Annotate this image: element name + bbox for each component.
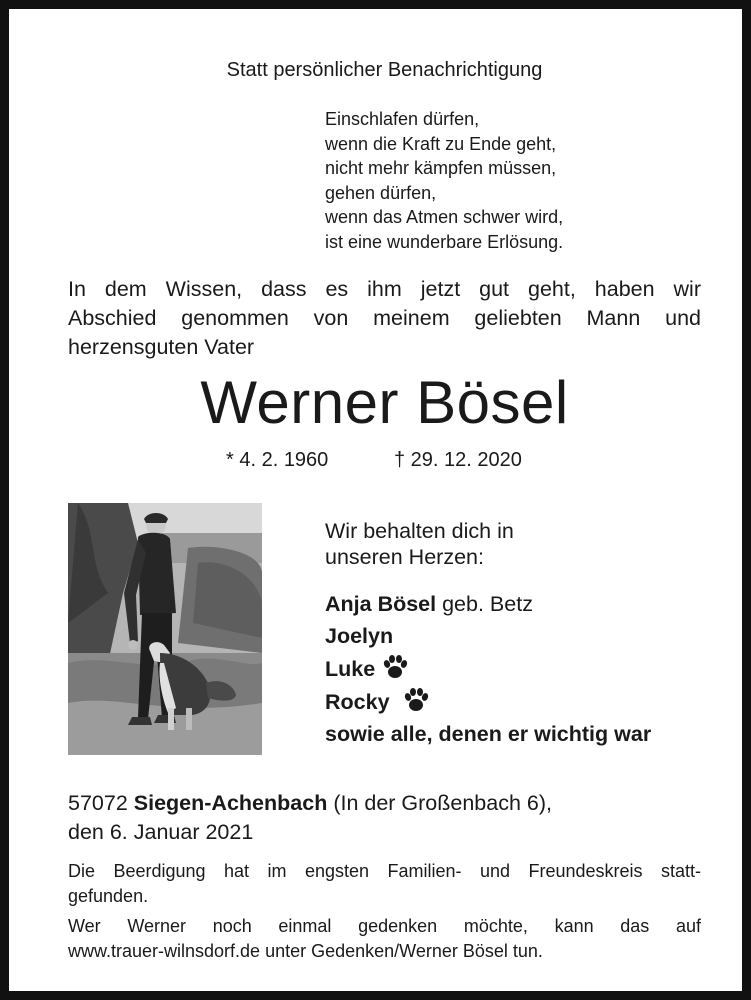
poem-line: ist eine wunderbare Erlösung.: [325, 231, 564, 252]
poem-line: nicht mehr kämpfen müssen,: [325, 158, 557, 178]
family-member: [325, 686, 430, 722]
postal-code: 57072: [68, 791, 128, 815]
birth-date: * 4. 2. 1960: [226, 449, 329, 471]
memorial-note: [68, 914, 701, 963]
paw-print-icon: [381, 653, 409, 689]
city: Siegen-Achenbach: [133, 791, 328, 815]
address-block: [68, 789, 552, 847]
family-member: [325, 589, 533, 619]
member-name: Luke: [325, 657, 376, 681]
member-name: Rocky: [325, 690, 390, 714]
family-member: [325, 653, 409, 689]
intro-line: Statt persönlicher Benachrichtigung: [226, 59, 543, 81]
memorial-note-line: www.trauer-wilnsdorf.de unter Gedenken/Werner Bösel tun.: [68, 940, 543, 961]
funeral-note-line: gefunden.: [68, 885, 149, 906]
announcement-line: herzensguten Vater: [68, 335, 255, 359]
address-line: [68, 789, 552, 818]
member-name: Joelyn: [325, 624, 394, 648]
family-block: [325, 518, 652, 746]
memorial-photo: [68, 503, 262, 755]
death-date: † 29. 12. 2020: [394, 449, 522, 471]
poem-line: wenn die Kraft zu Ende geht,: [325, 133, 557, 154]
deceased-name: Werner Bösel: [200, 369, 569, 436]
member-suffix: geb. Betz: [436, 592, 533, 616]
street: (In der Großenbach 6),: [333, 791, 552, 815]
poem-line: wenn das Atmen schwer wird,: [325, 207, 564, 227]
keep-line: Wir behalten dich in: [325, 519, 514, 543]
announcement-text: [68, 275, 701, 362]
family-member: [325, 621, 393, 651]
member-name: sowie alle, denen er wichtig war: [325, 722, 652, 746]
photo-illustration: [68, 503, 262, 755]
keep-line: unseren Herzen:: [325, 545, 484, 569]
funeral-note-line: Die Beerdigung hat im engsten Familien- und Freundeskreis statt-: [68, 861, 701, 881]
poem-line: Einschlafen dürfen,: [325, 109, 480, 129]
announcement-line: Abschied genommen von meinem geliebten Mann und: [68, 306, 701, 330]
funeral-note: [68, 859, 701, 908]
date-line: den 6. Januar 2021: [68, 820, 254, 844]
memorial-note-line: Wer Werner noch einmal gedenken möchte, kann das auf: [68, 916, 701, 936]
announcement-line: In dem Wissen, dass es ihm jetzt gut geht, haben wir: [68, 277, 701, 301]
paw-print-icon: [402, 686, 430, 722]
family-member: [325, 719, 651, 749]
poem: [325, 107, 563, 254]
member-name: Anja Bösel: [325, 592, 437, 616]
poem-line: gehen dürfen,: [325, 182, 437, 203]
